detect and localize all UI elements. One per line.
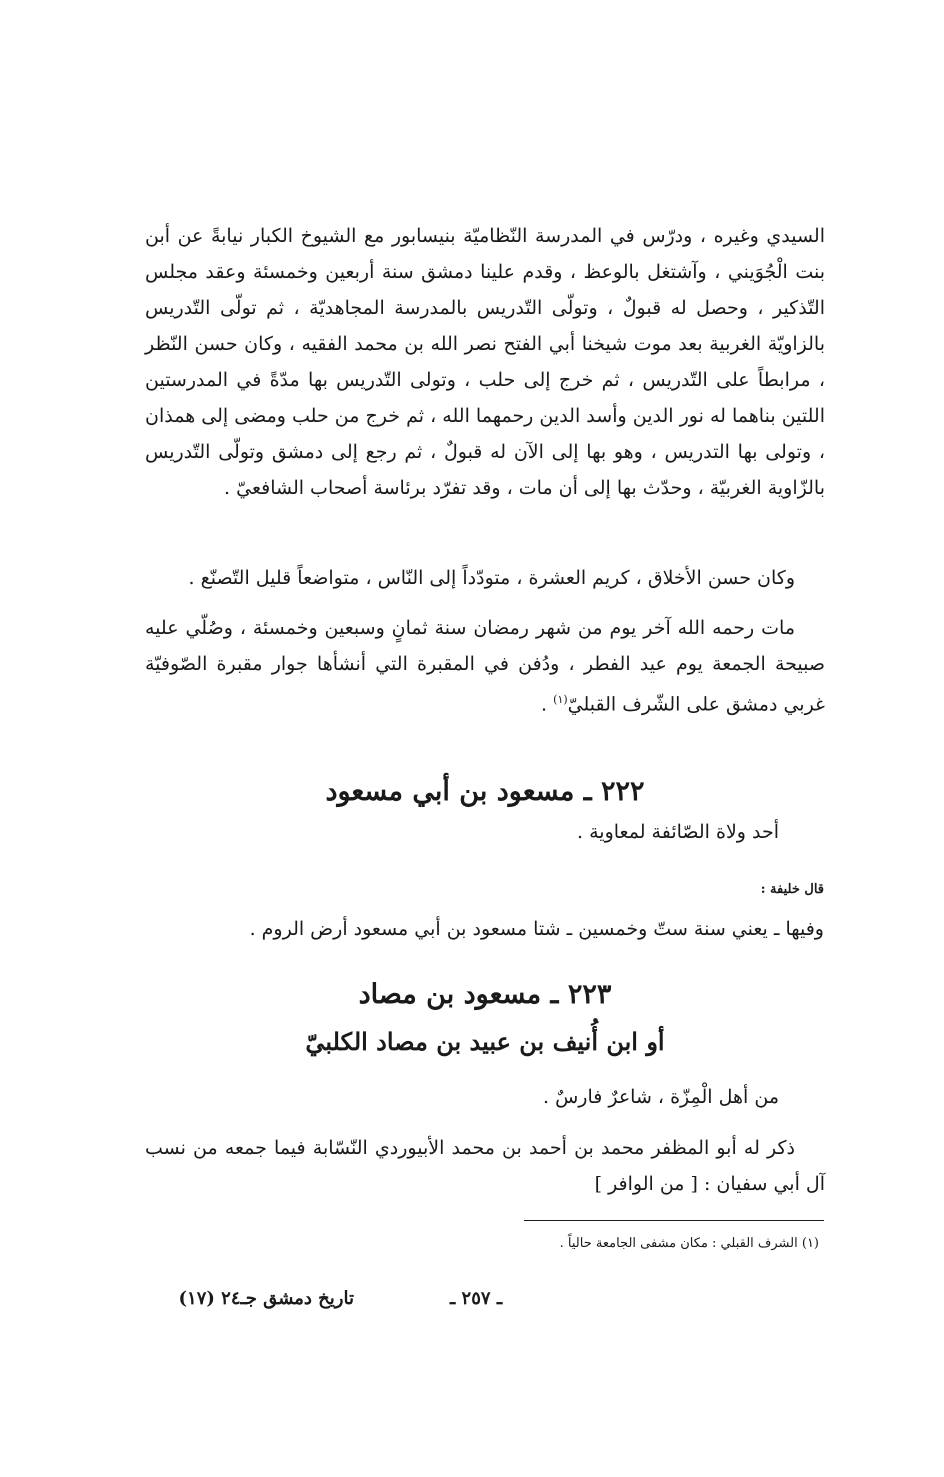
- entry-223-subheading: أو ابن أُنيف بن عبيد بن مصاد الكلبيّ: [305, 1027, 665, 1056]
- biography-text: السيدي وغيره ، ودرّس في المدرسة النّظاميّة بنيسابور مع الشيوخ الكبار نيابةً عن أبن بنت الْجُوَيني ، وآشتغل بالوعظ ، وقدم علينا دمشق سنة أربعين وخمسئة وعقد مجلس التّذكير ، وحصل له قبولٌ ، وتولّى التّدريس بالمدرسة المجاهديّة ، ثم تولّى التّدريس بالزاويّة الغربية بعد موت شيخنا أبي الفتح نصر الله بن محمد الفقيه ، وكان حسن النّظر ، مرابطاً على التّدريس ، ثم خرج إلى حلب ، وتولى التّدريس بها مدّةً في المدرستين اللتين بناهما له نور الدين وأسد الدين رحمهما الله ، ثم خرج من حلب ومضى إلى همذان ، وتولى بها التدريس ، وهو بها إلى الآن له قبولٌ ، ثم رجع إلى دمشق وتولّى التّدريس بالزّاوية الغربيّة ، وحدّث بها إلى أن مات ، وقد تفرّد برئاسة أصحاب الشافعيّ .: [145, 225, 825, 499]
- death-text-end: .: [541, 693, 554, 716]
- footer-book-title: تاريخ دمشق جـ٢٤ (١٧): [178, 1288, 354, 1309]
- entry-222-source-label: قال خليفة :: [760, 882, 824, 897]
- death-paragraph: [145, 610, 825, 722]
- footnote-marker: (١): [553, 693, 568, 706]
- footnote-divider: [524, 1220, 824, 1221]
- death-text: مات رحمه الله آخر يوم من شهر رمضان سنة ثمانٍ وسبعين وخمسئة ، وصُلّي عليه صبيحة الجمعة يوم عيد الفطر ، ودُفن في المقبرة التي أنشأها جوار مقبرة الصّوفيّة غربي دمشق على الشّرف القبليّ: [145, 617, 825, 716]
- character-paragraph: [145, 560, 825, 596]
- footnote: (١) الشرف القبلي : مكان مشفى الجامعة حالياً .: [559, 1236, 819, 1251]
- entry-222-report: وفيها ـ يعني سنة ستّ وخمسين ـ شتا مسعود بن أبي مسعود أرض الروم .: [249, 918, 824, 940]
- entry-223-description: من أهل الْمِزّة ، شاعرٌ فارسٌ .: [543, 1086, 779, 1108]
- biography-paragraph: [145, 218, 825, 506]
- entry-223-heading: ٢٢٣ ـ مسعود بن مصاد: [358, 979, 612, 1010]
- page-number: ـ ٢٥٧ ـ: [450, 1288, 503, 1309]
- entry-222-heading: ٢٢٢ ـ مسعود بن أبي مسعود: [325, 776, 645, 807]
- character-text: وكان حسن الأخلاق ، كريم العشرة ، متودّداً إلى النّاس ، متواضعاً قليل التّصنّع .: [188, 567, 795, 589]
- entry-223-intro: ذكر له أبو المظفر محمد بن أحمد بن محمد الأبيوردي النّسّابة فيما جمعه من نسب آل أبي سفيان : [ من الوافر ]: [145, 1137, 825, 1195]
- entry-222-description: أحد ولاة الصّائفة لمعاوية .: [577, 821, 779, 843]
